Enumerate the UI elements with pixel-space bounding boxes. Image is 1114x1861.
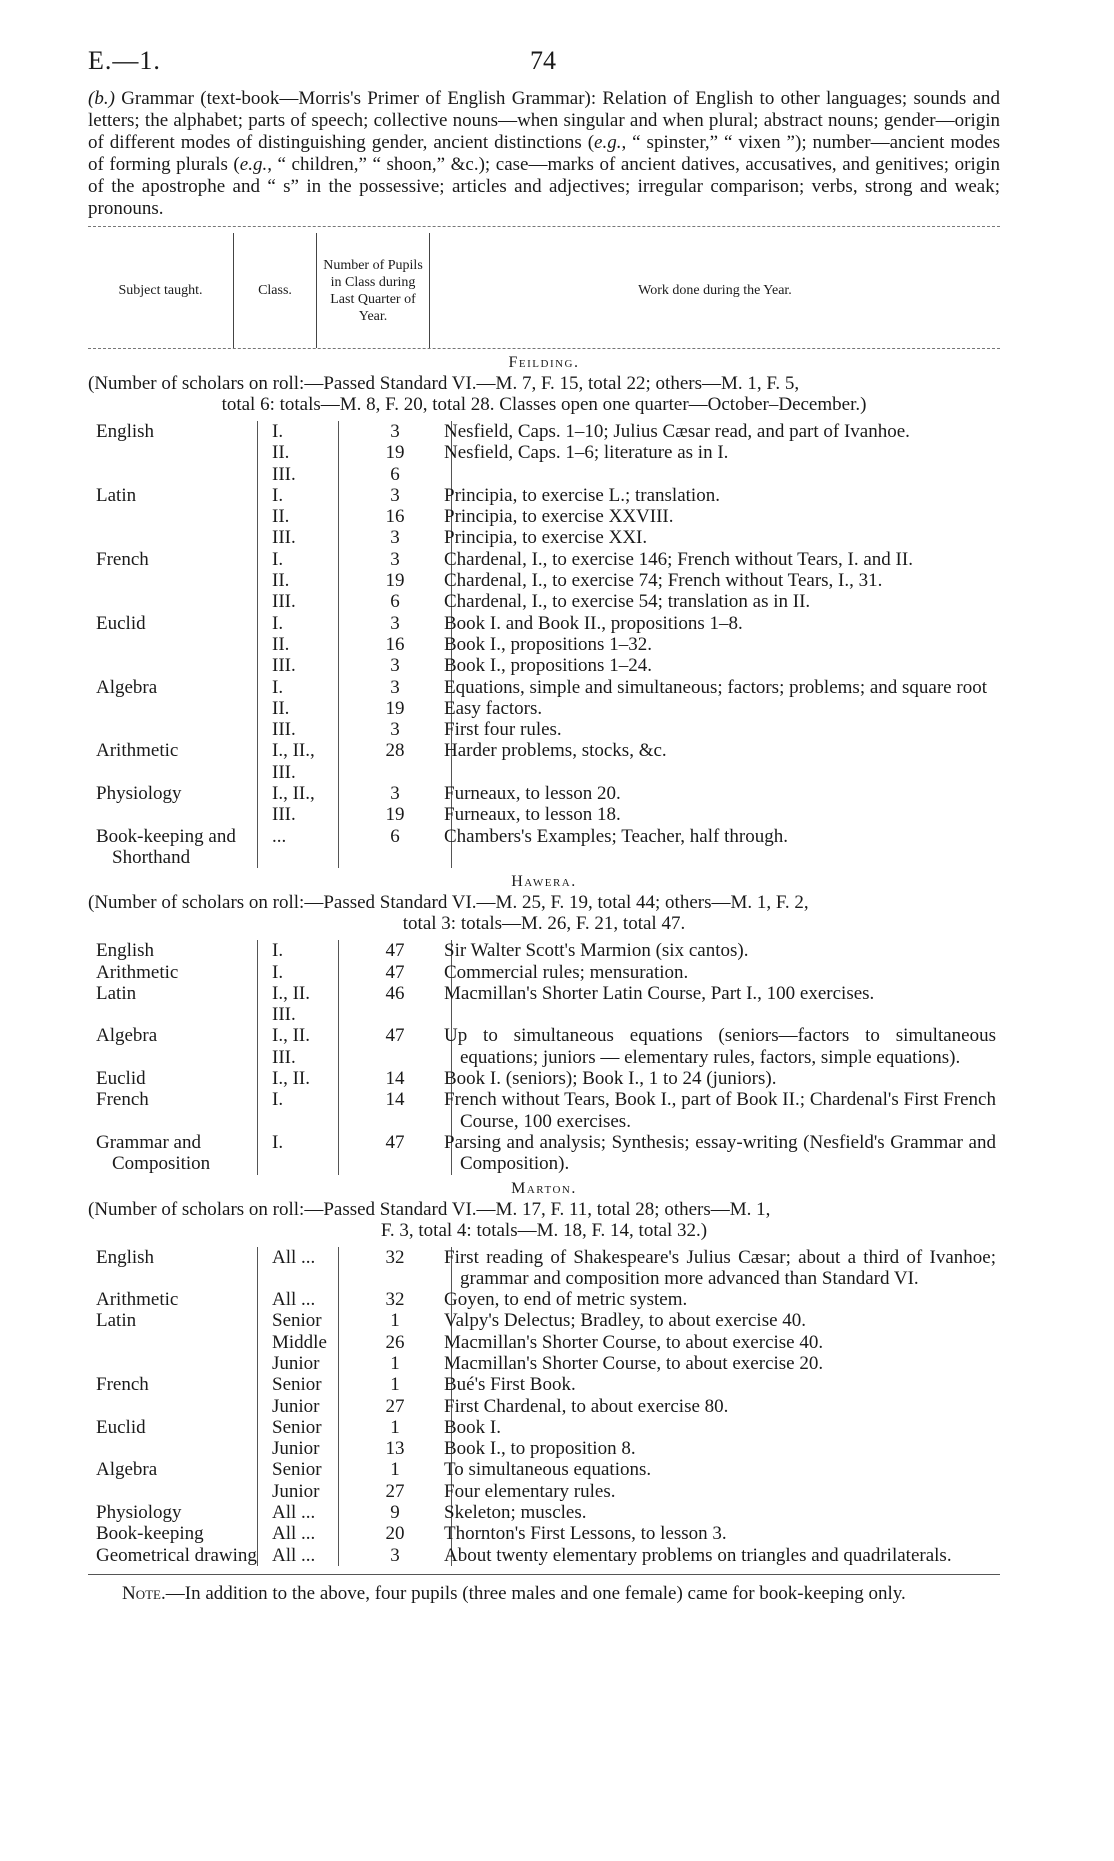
work-cell [452,464,1000,485]
table-row [88,783,1000,804]
table-row [88,506,1000,527]
subject-cell: Grammar and Composition [96,1131,211,1175]
table-row [88,804,1000,825]
pupils-cell: 16 [339,506,452,527]
pupils-cell: 1 [339,1417,452,1438]
pupils-cell: 1 [339,1353,452,1374]
work-cell: Chardenal, I., to exercise 54; translation as in II. [444,591,811,613]
table-row [88,1481,1000,1502]
class-cell: All ... [257,1523,339,1544]
table-row [88,1132,1000,1175]
class-cell: II. [257,634,339,655]
pupils-cell: 47 [339,962,452,983]
subject-cell [88,634,257,655]
subject-cell: Euclid [96,612,146,634]
work-cell: Chardenal, I., to exercise 74; French without Tears, I., 31. [444,570,883,592]
pupils-cell: 6 [339,464,452,485]
subject-cell: French [96,1374,149,1396]
grammar-paragraph [88,88,1000,220]
pupils-cell: 19 [339,570,452,591]
subject-cell [88,1481,257,1502]
pupils-cell: 19 [339,804,452,825]
table-row [88,591,1000,612]
pupils-cell: 27 [339,1396,452,1417]
work-cell: Macmillan's Shorter Course, to about exercise 40. [444,1331,824,1353]
subject-cell: English [96,421,155,442]
school-section [88,872,1000,1174]
work-cell: To simultaneous equations. [444,1459,652,1481]
divider [88,1574,1000,1575]
section-note-line: F. 3, total 4: totals—M. 18, F. 14, total 32.) [380,1219,708,1241]
header-work: Work done during the Year. [638,282,792,298]
header-class: Class. [233,233,317,348]
subject-cell [88,804,257,825]
class-cell: Junior [257,1481,339,1502]
work-cell: Goyen, to end of metric system. [444,1289,688,1311]
pupils-cell: 3 [339,655,452,676]
table-row [88,940,1000,961]
work-cell: First Chardenal, to about exercise 80. [444,1395,729,1417]
section-note [88,373,1000,415]
pupils-cell: 3 [339,783,452,804]
table-row [88,1459,1000,1480]
document-id: E.—1. [88,46,161,75]
pupils-cell: 26 [339,1332,452,1353]
table-row [88,485,1000,506]
class-cell: Senior [257,1459,339,1480]
paragraph-text: Grammar (text-book—Morris's Primer of English Grammar): Relation of English to other languages; sounds and letters; the alphabet; parts of speech; collective nouns—when singular and when plural; abstract nouns; gender—origin of different modes of distinguishing gender, ancient distinctions ( [88,88,1000,153]
subject-cell [88,570,257,591]
work-cell: Principia, to exercise XXVIII. [444,506,674,528]
class-cell: III. [257,591,339,612]
pupils-cell: 6 [339,826,452,869]
table-row [88,1247,1000,1290]
section-title: Marton. [511,1179,577,1197]
class-cell: All ... [257,1247,339,1290]
subject-cell: Algebra [96,1459,158,1481]
work-cell: Book I., propositions 1–24. [444,655,652,677]
table-row [88,1545,1000,1566]
subject-cell: Latin [96,982,137,1004]
class-cell: I., II., III. [257,740,339,783]
work-cell: Book I. [444,1416,501,1438]
work-cell: First four rules. [444,719,562,741]
section-table [88,1247,1000,1566]
subject-cell: Book-keeping and Shorthand [96,825,236,868]
paragraph-text: e.g. [239,154,268,175]
table-row [88,983,1000,1026]
subject-cell: Arithmetic [96,961,179,983]
subject-cell [88,1438,257,1459]
work-cell: Principia, to exercise XXI. [444,527,648,549]
class-cell: All ... [257,1502,339,1523]
table-header [88,233,1000,348]
section-note [88,1199,1000,1241]
footer-note [88,1583,1000,1605]
class-cell: Senior [257,1374,339,1395]
divider [88,348,1000,349]
class-cell: I. [257,549,339,570]
pupils-cell: 3 [339,677,452,698]
class-cell: Junior [257,1396,339,1417]
section-title: Feilding. [508,354,580,371]
work-cell: Thornton's First Lessons, to lesson 3. [444,1523,727,1545]
subject-cell: Book-keeping [96,1523,204,1545]
class-cell: Senior [257,1417,339,1438]
pupils-cell: 19 [339,698,452,719]
table-row [88,570,1000,591]
pupils-cell: 3 [339,421,452,442]
pupils-cell: 3 [339,549,452,570]
table-row [88,613,1000,634]
school-sections [88,353,1000,1566]
class-cell: All ... [257,1545,339,1566]
class-cell: All ... [257,1289,339,1310]
work-cell: Nesfield, Caps. 1–6; literature as in I. [444,442,729,464]
section-note-line: (Number of scholars on roll:—Passed Standard VI.—M. 7, F. 15, total 22; others—M. 1, F. 5, [88,373,800,394]
table-row [88,1310,1000,1331]
class-cell: I. [257,962,339,983]
class-cell: I., II. III. [257,983,339,1026]
pupils-cell: 3 [339,613,452,634]
page-header [88,40,1000,80]
table-row [88,1068,1000,1089]
pupils-cell: 3 [339,1545,452,1566]
work-cell: Macmillan's Shorter Latin Course, Part I., 100 exercises. [444,982,875,1004]
work-cell: Bué's First Book. [444,1374,576,1396]
school-section [88,353,1000,868]
work-cell: Book I. (seniors); Book I., 1 to 24 (juniors). [444,1068,777,1090]
table-row [88,442,1000,463]
pupils-cell: 19 [339,442,452,463]
class-cell: II. [257,442,339,463]
work-cell: Up to simultaneous equations (seniors—factors to simultaneous equations; juniors — elementary rules, factors, simple equations). [444,1025,996,1068]
subject-cell [88,1396,257,1417]
header-pupils: Number of Pupils in Class during Last Quarter of Year. [317,233,430,348]
class-cell: III. [257,655,339,676]
work-cell: Easy factors. [444,697,543,719]
section-note-line: total 3: totals—M. 26, F. 21, total 47. [402,913,686,935]
table-row [88,1025,1000,1068]
class-cell: Junior [257,1438,339,1459]
table-row [88,740,1000,783]
table-row [88,1332,1000,1353]
class-cell: II. [257,506,339,527]
section-note [88,892,1000,934]
work-cell: Sir Walter Scott's Marmion (six cantos). [444,940,749,962]
table-row [88,1089,1000,1132]
pupils-cell: 14 [339,1068,452,1089]
subject-cell: Algebra [96,1025,158,1047]
class-cell: I., II. [257,1068,339,1089]
pupils-cell: 46 [339,983,452,1026]
table-row [88,1353,1000,1374]
pupils-cell: 1 [339,1374,452,1395]
paragraph-text: , “ spinster,” “ vixen ”); number—ancient modes of forming plurals ( [88,132,1000,175]
work-cell: Chardenal, I., to exercise 146; French without Tears, I. and II. [444,548,913,570]
work-cell: Furneaux, to lesson 20. [444,783,621,805]
table-row [88,698,1000,719]
section-table [88,421,1000,868]
class-cell: III. [257,719,339,740]
pupils-cell: 3 [339,485,452,506]
section-note-line: (Number of scholars on roll:—Passed Standard VI.—M. 17, F. 11, total 28; others—M. 1, [88,1198,771,1220]
header-subject: Subject taught. [118,282,203,298]
class-cell: I. [257,613,339,634]
subject-cell: English [96,1246,155,1268]
subject-cell: Euclid [96,1416,146,1438]
class-cell: I. [257,421,339,442]
table-row [88,826,1000,869]
pupils-cell: 47 [339,940,452,961]
subject-cell: Latin [96,1310,137,1332]
work-cell: Skeleton; muscles. [444,1502,587,1524]
class-cell: III. [257,464,339,485]
class-cell: I., II. III. [257,1025,339,1068]
work-cell: Book I. and Book II., propositions 1–8. [444,612,743,634]
section-note-line: total 6: totals—M. 8, F. 20, total 28. Classes open one quarter—October–December.) [221,394,867,415]
subject-cell [88,655,257,676]
class-cell: II. [257,698,339,719]
section-table [88,940,1000,1174]
pupils-cell: 3 [339,719,452,740]
class-cell: I. [257,677,339,698]
pupils-cell: 14 [339,1089,452,1132]
subject-cell: Algebra [96,676,158,698]
table-row [88,464,1000,485]
section-note-line: (Number of scholars on roll:—Passed Standard VI.—M. 25, F. 19, total 44; others—M. 1, F. 2, [88,892,809,914]
subject-cell [88,719,257,740]
table-row [88,549,1000,570]
divider [88,226,1000,227]
table-row [88,719,1000,740]
table-row [88,1417,1000,1438]
work-cell: Parsing and analysis; Synthesis; essay-writing (Nesfield's Grammar and Composition). [444,1131,996,1175]
pupils-cell: 16 [339,634,452,655]
work-cell: Nesfield, Caps. 1–10; Julius Cæsar read, and part of Ivanhoe. [444,421,910,442]
pupils-cell: 20 [339,1523,452,1544]
work-cell: Book I., propositions 1–32. [444,633,652,655]
pupils-cell: 1 [339,1459,452,1480]
work-cell: Principia, to exercise L.; translation. [444,484,720,506]
class-cell: II. [257,570,339,591]
work-cell: Harder problems, stocks, &c. [444,740,667,762]
pupils-cell: 13 [339,1438,452,1459]
note-label: Note. [122,1582,166,1604]
work-cell: Four elementary rules. [444,1480,616,1502]
work-cell: Chambers's Examples; Teacher, half through. [444,825,788,847]
subject-cell [88,1332,257,1353]
subject-cell: Physiology [96,1502,182,1524]
subject-cell [88,442,257,463]
table-row [88,1374,1000,1395]
subject-cell: French [96,1089,149,1111]
table-row [88,962,1000,983]
subject-cell: Geometrical drawing [96,1544,257,1566]
pupils-cell: 3 [339,527,452,548]
paragraph-text: e.g. [594,132,622,153]
subject-cell [88,527,257,548]
pupils-cell: 32 [339,1247,452,1290]
pupils-cell: 6 [339,591,452,612]
pupils-cell: 1 [339,1310,452,1331]
class-cell: I. [257,1089,339,1132]
note-text: —In addition to the above, four pupils (three males and one female) came for book-keeping only. [165,1582,906,1604]
pupils-cell: 32 [339,1289,452,1310]
subject-cell [88,591,257,612]
work-cell: Valpy's Delectus; Bradley, to about exercise 40. [444,1310,807,1332]
pupils-cell: 9 [339,1502,452,1523]
table-row [88,655,1000,676]
subject-cell: Euclid [96,1068,146,1090]
pupils-cell: 47 [339,1025,452,1068]
class-cell: III. [257,804,339,825]
class-cell: Junior [257,1353,339,1374]
subject-cell [88,1353,257,1374]
class-cell: ... [257,826,339,869]
class-cell: Senior [257,1310,339,1331]
class-cell: I. [257,940,339,961]
class-cell: I., II., [257,783,339,804]
subject-cell: Arithmetic [96,740,179,762]
pupils-cell: 28 [339,740,452,783]
work-cell: Commercial rules; mensuration. [444,961,689,983]
work-cell: Book I., to proposition 8. [444,1438,636,1460]
subject-cell [88,506,257,527]
pupils-cell: 27 [339,1481,452,1502]
work-cell: Equations, simple and simultaneous; factors; problems; and square root [444,676,987,698]
table-row [88,1523,1000,1544]
subject-cell: Physiology [96,783,182,805]
school-section [88,1179,1000,1566]
table-row [88,1396,1000,1417]
subject-cell: French [96,548,149,570]
work-cell: Macmillan's Shorter Course, to about exercise 20. [444,1352,824,1374]
paragraph-label: (b.) [88,88,115,109]
subject-cell: Arithmetic [96,1289,179,1311]
work-cell: About twenty elementary problems on triangles and quadrilaterals. [444,1544,952,1566]
document-page [88,40,1000,1605]
table-row [88,1438,1000,1459]
subject-cell [88,464,257,485]
work-cell: Furneaux, to lesson 18. [444,804,621,826]
table-row [88,1502,1000,1523]
subject-cell: English [96,940,155,962]
class-cell: I. [257,1132,339,1175]
work-cell: French without Tears, Book I., part of Book II.; Chardenal's First French Course, 100 exercises. [444,1089,996,1132]
table-row [88,1289,1000,1310]
section-title: Hawera. [511,873,577,891]
class-cell: III. [257,527,339,548]
page-number: 74 [530,46,556,75]
pupils-cell: 47 [339,1132,452,1175]
table-row [88,677,1000,698]
table-row [88,634,1000,655]
paragraph-text: , “ children,” “ shoon,” &c.); case—marks of ancient datives, accusatives, and genitives; origin of the apostrophe and “ s” in the possessive; articles and adjectives; irregular comparison; verbs, strong and weak; pronouns. [88,154,1001,219]
class-cell: Middle [257,1332,339,1353]
table-row [88,421,1000,442]
subject-cell: Latin [96,484,137,506]
subject-cell [88,698,257,719]
table-row [88,527,1000,548]
work-cell: First reading of Shakespeare's Julius Cæsar; about a third of Ivanhoe; grammar and composition more advanced than Standard VI. [444,1246,996,1289]
class-cell: I. [257,485,339,506]
